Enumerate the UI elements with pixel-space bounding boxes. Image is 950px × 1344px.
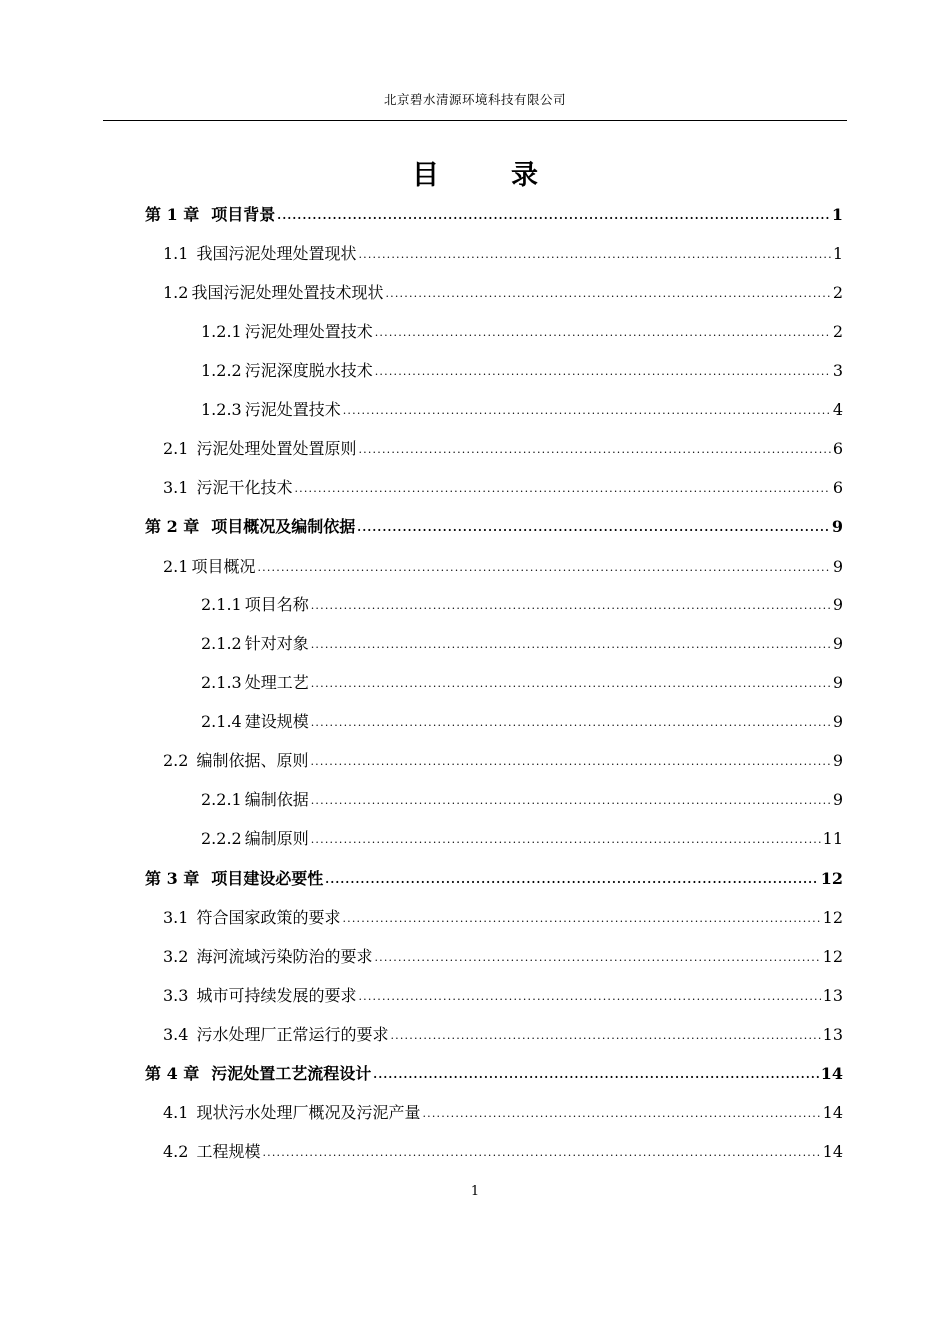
toc-entry[interactable] xyxy=(163,242,843,266)
toc-entry-number: 3.2 xyxy=(163,947,189,966)
toc-entry-title: 项目名称 xyxy=(244,595,309,614)
toc-entry-title: 编制依据 xyxy=(244,790,309,809)
toc-entry-page: 4 xyxy=(832,400,843,419)
toc-entry-number: 4.1 xyxy=(163,1103,189,1122)
dot-leader xyxy=(311,594,831,618)
toc-entry-title: 工程规模 xyxy=(196,1142,261,1161)
dot-leader xyxy=(358,985,820,1009)
toc-entry[interactable] xyxy=(201,788,843,812)
toc-entry-page: 6 xyxy=(832,439,843,458)
toc-entry-number: 4.2 xyxy=(163,1142,189,1161)
toc-entry-page: 1 xyxy=(831,205,843,224)
toc-entry-number: 第 2 章 xyxy=(145,517,200,536)
toc-entry[interactable] xyxy=(163,1140,843,1164)
toc-title-char-1: 目 xyxy=(412,160,439,191)
dot-leader xyxy=(374,946,820,970)
toc-entry-page: 9 xyxy=(832,751,843,770)
toc-entry-number: 第 4 章 xyxy=(145,1064,200,1083)
toc-entry-title: 污泥处理处置技术 xyxy=(244,322,373,341)
dot-leader xyxy=(343,399,831,423)
toc-entry-number: 2.1.4 xyxy=(201,712,242,731)
toc-entry-number: 第 3 章 xyxy=(145,869,200,888)
dot-leader xyxy=(390,1024,820,1048)
toc-entry-title: 编制原则 xyxy=(244,829,309,848)
toc-entry-page: 9 xyxy=(832,634,843,653)
dot-leader xyxy=(311,672,831,696)
toc-entry-page: 12 xyxy=(822,947,843,966)
toc-entry-page: 9 xyxy=(832,712,843,731)
toc-entry[interactable] xyxy=(163,945,843,969)
toc-entry-title: 项目背景 xyxy=(211,205,276,224)
toc-entry[interactable] xyxy=(201,359,843,383)
dot-leader xyxy=(311,711,831,735)
header-rule xyxy=(103,120,847,121)
toc-entry-page: 11 xyxy=(822,829,843,848)
toc-entry-title: 污泥处置技术 xyxy=(244,400,341,419)
toc-entry-page: 9 xyxy=(832,673,843,692)
dot-leader xyxy=(294,477,830,501)
toc-entry-number: 1.2.1 xyxy=(201,322,242,341)
toc-entry[interactable] xyxy=(201,827,843,851)
toc-entry-page: 14 xyxy=(822,1103,843,1122)
toc-entry-number: 1.1 xyxy=(163,244,189,263)
toc-entry-number: 2.2 xyxy=(163,751,189,770)
toc-entry-page: 13 xyxy=(822,986,843,1005)
toc-entry-page: 2 xyxy=(832,322,843,341)
dot-leader xyxy=(257,556,830,580)
toc-entry[interactable] xyxy=(145,515,843,539)
dot-leader xyxy=(342,907,820,931)
toc-entry-title: 污水处理厂正常运行的要求 xyxy=(196,1025,389,1044)
toc-entry-title: 编制依据、原则 xyxy=(196,751,309,770)
toc-entry-title: 污泥干化技术 xyxy=(196,478,293,497)
toc-entry-page: 9 xyxy=(831,517,843,536)
toc-entry-title: 我国污泥处理处置技术现状 xyxy=(191,283,384,302)
dot-leader xyxy=(422,1102,820,1126)
toc-entry-page: 6 xyxy=(832,478,843,497)
dot-leader xyxy=(325,868,818,892)
toc-entry-page: 9 xyxy=(832,557,843,576)
toc-entry-page: 2 xyxy=(832,283,843,302)
toc-entry-page: 14 xyxy=(820,1064,843,1083)
toc-entry-title: 符合国家政策的要求 xyxy=(196,908,341,927)
toc-entry[interactable] xyxy=(163,1101,843,1125)
dot-leader xyxy=(373,1063,818,1087)
toc-entry-title: 污泥处理处置处置原则 xyxy=(196,439,357,458)
toc-entry[interactable] xyxy=(201,710,843,734)
toc-entry[interactable] xyxy=(145,867,843,891)
dot-leader xyxy=(262,1141,820,1165)
toc-entry-number: 3.4 xyxy=(163,1025,189,1044)
toc-entry-number: 3.1 xyxy=(163,908,189,927)
toc-title xyxy=(0,153,950,192)
toc-entry[interactable] xyxy=(163,437,843,461)
toc-entry[interactable] xyxy=(201,593,843,617)
toc-entry-number: 2.1 xyxy=(163,557,189,576)
toc-entry-number: 3.3 xyxy=(163,986,189,1005)
toc-entry-number: 2.1.1 xyxy=(201,595,242,614)
toc-entry[interactable] xyxy=(163,906,843,930)
toc-entry[interactable] xyxy=(163,555,843,579)
toc-entry-title: 海河流域污染防治的要求 xyxy=(196,947,373,966)
toc-entry[interactable] xyxy=(201,632,843,656)
toc-entry-title: 项目建设必要性 xyxy=(211,869,324,888)
toc-entry[interactable] xyxy=(163,1023,843,1047)
toc-entry-number: 2.1 xyxy=(163,439,189,458)
toc-entry-title: 污泥深度脱水技术 xyxy=(244,361,373,380)
toc-entry-number: 1.2.2 xyxy=(201,361,242,380)
toc-entry-number: 2.1.3 xyxy=(201,673,242,692)
toc-entry[interactable] xyxy=(145,203,843,227)
toc-entry[interactable] xyxy=(201,320,843,344)
toc-entry-page: 9 xyxy=(832,790,843,809)
toc-entry-number: 2.2.1 xyxy=(201,790,242,809)
toc-entry-title: 项目概况 xyxy=(191,557,256,576)
page-number: 1 xyxy=(470,1184,480,1199)
dot-leader xyxy=(311,789,831,813)
toc-entry[interactable] xyxy=(201,671,843,695)
toc-entry[interactable] xyxy=(201,398,843,422)
toc-entry-title: 建设规模 xyxy=(244,712,309,731)
toc-entry-page: 9 xyxy=(832,595,843,614)
toc-entry-page: 12 xyxy=(820,869,843,888)
toc-entry[interactable] xyxy=(145,1062,843,1086)
toc-entry[interactable] xyxy=(163,476,843,500)
toc-entry-title: 处理工艺 xyxy=(244,673,309,692)
dot-leader xyxy=(357,516,830,540)
toc-entry-title: 城市可持续发展的要求 xyxy=(196,986,357,1005)
toc-entry-number: 1.2 xyxy=(163,283,189,302)
toc-entry-page: 14 xyxy=(822,1142,843,1161)
toc-entry[interactable] xyxy=(163,984,843,1008)
dot-leader xyxy=(310,750,830,774)
toc-entry-title: 现状污水处理厂概况及污泥产量 xyxy=(196,1103,421,1122)
toc-entry[interactable] xyxy=(163,281,843,305)
page-header: 北京碧水清源环境科技有限公司 xyxy=(383,92,566,107)
toc-entry-number: 3.1 xyxy=(163,478,189,497)
toc-entry[interactable] xyxy=(163,749,843,773)
dot-leader xyxy=(358,243,830,267)
toc-entry-title: 项目概况及编制依据 xyxy=(211,517,356,536)
toc-entry-page: 3 xyxy=(832,361,843,380)
toc-entry-title: 针对对象 xyxy=(244,634,309,653)
toc-entry-page: 13 xyxy=(822,1025,843,1044)
dot-leader xyxy=(385,282,830,306)
toc-entry-page: 1 xyxy=(832,244,843,263)
dot-leader xyxy=(311,828,821,852)
dot-leader xyxy=(311,633,831,657)
toc-entry-title: 污泥处置工艺流程设计 xyxy=(211,1064,372,1083)
toc-entry-number: 第 1 章 xyxy=(145,205,200,224)
toc-entry-title: 我国污泥处理处置现状 xyxy=(196,244,357,263)
dot-leader xyxy=(277,204,830,228)
toc-title-char-2: 录 xyxy=(511,160,538,191)
dot-leader xyxy=(375,321,831,345)
toc-entry-number: 1.2.3 xyxy=(201,400,242,419)
dot-leader xyxy=(358,438,830,462)
toc-entry-number: 2.1.2 xyxy=(201,634,242,653)
toc-entry-number: 2.2.2 xyxy=(201,829,242,848)
dot-leader xyxy=(375,360,831,384)
toc-entry-page: 12 xyxy=(822,908,843,927)
